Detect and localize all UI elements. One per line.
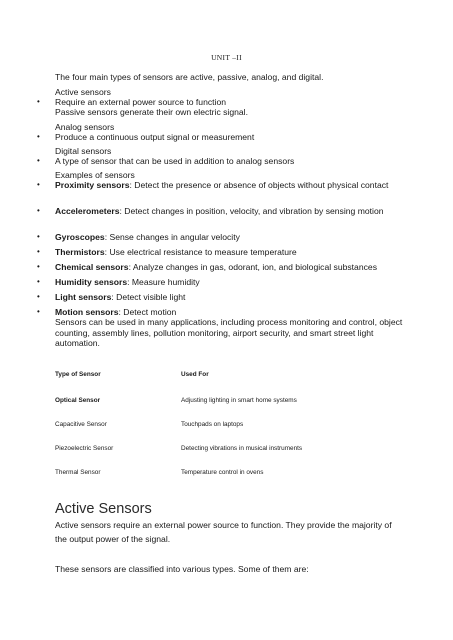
desc-accelerometers: : Detect changes in position, velocity, and vibration by sensing motion	[119, 206, 384, 216]
analog-sensors-label: Analog sensors	[55, 122, 115, 132]
term-chemical: Chemical sensors	[55, 262, 129, 272]
table-header-used-for: Used For	[181, 371, 209, 378]
desc-chemical: : Analyze changes in gas, odorant, ion, and biological substances	[128, 262, 377, 272]
desc-proximity: : Detect the presence or absence of objects without physical contact	[129, 180, 389, 190]
table-cell-type: Capacitive Sensor	[55, 421, 107, 428]
intro-text: The four main types of sensors are active, passive, analog, and digital.	[55, 72, 324, 82]
analog-desc-text: Produce a continuous output signal or measurement	[55, 132, 255, 142]
table-cell-use: Detecting vibrations in musical instruments	[181, 445, 303, 452]
require-power-text: Require an external power source to function	[55, 97, 227, 107]
list-item-digital	[55, 156, 405, 167]
term-motion: Motion sensors	[55, 307, 119, 317]
term-light: Light sensors	[55, 292, 112, 302]
desc-light: : Detect visible light	[111, 292, 186, 302]
list-item-light	[55, 292, 405, 303]
list-item-chemical	[55, 262, 415, 273]
table-cell-type: Thermal Sensor	[55, 469, 101, 476]
table-cell-use: Touchpads on laptops	[181, 421, 244, 428]
active-sensors-label: Active sensors	[55, 87, 111, 97]
digital-sensors-label: Digital sensors	[55, 146, 112, 156]
desc-thermistors: : Use electrical resistance to measure temperature	[104, 247, 297, 257]
term-gyroscopes: Gyroscopes	[55, 232, 105, 242]
list-item-thermistors	[55, 247, 405, 258]
term-accelerometers: Accelerometers	[55, 206, 120, 216]
section-paragraph-2: These sensors are classified into various types. Some of them are:	[55, 564, 309, 574]
section-heading: Active Sensors	[55, 501, 152, 517]
term-proximity: Proximity sensors	[55, 180, 130, 190]
digital-desc-text: A type of sensor that can be used in addition to analog sensors	[55, 156, 295, 166]
unit-header: UNIT –II	[211, 53, 242, 62]
table-cell-type: Optical Sensor	[55, 397, 101, 404]
term-thermistors: Thermistors	[55, 247, 105, 257]
desc-humidity: : Measure humidity	[127, 277, 200, 287]
desc-motion: : Detect motion	[118, 307, 177, 317]
list-item-accelerometers	[55, 206, 385, 217]
passive-sensors-text: Passive sensors generate their own electric signal.	[55, 107, 248, 117]
section-paragraph: Active sensors require an external power source to function. They provide the majority of the output power of the signal.	[55, 520, 392, 544]
list-item-motion	[55, 307, 405, 318]
applications-text: Sensors can be used in many applications, including process monitoring and control, object counting, assembly lines, pollution monitoring, airport security, and smart street light automation.	[55, 317, 403, 349]
table-header-type: Type of Sensor	[55, 371, 101, 378]
table-cell-use: Adjusting lighting in smart home systems	[181, 397, 297, 404]
desc-gyroscopes: : Sense changes in angular velocity	[104, 232, 240, 242]
examples-label: Examples of sensors	[55, 170, 135, 180]
table-cell-type: Piezoelectric Sensor	[55, 445, 114, 452]
list-item-humidity	[55, 277, 405, 288]
list-item-require-power	[55, 97, 405, 108]
list-item-proximity	[55, 180, 390, 191]
table-cell-use: Temperature control in ovens	[181, 469, 264, 476]
term-humidity: Humidity sensors	[55, 277, 128, 287]
list-item-analog	[55, 132, 405, 143]
list-item-gyroscopes	[55, 232, 405, 243]
